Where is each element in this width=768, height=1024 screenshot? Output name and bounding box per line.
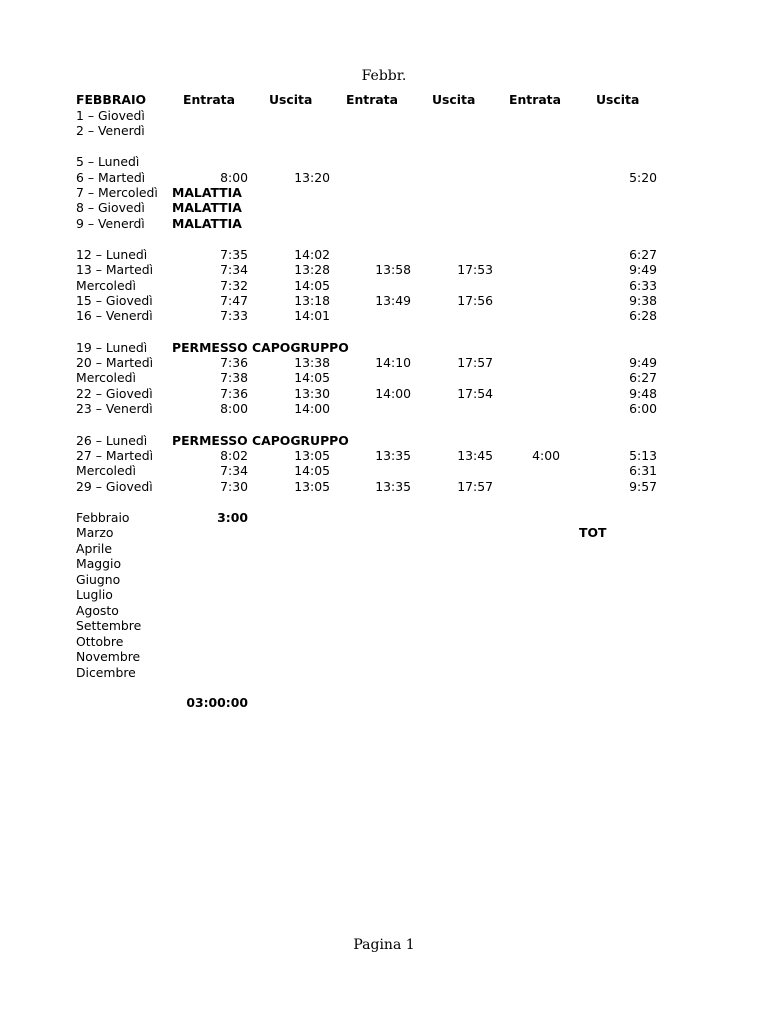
month-summary-row bbox=[76, 572, 676, 587]
day-label-cell: Mercoledì bbox=[76, 278, 136, 293]
day-label-cell: 15 – Giovedì bbox=[76, 293, 153, 308]
table-row bbox=[76, 479, 676, 494]
entrata-1-cell: 7:32 bbox=[220, 278, 248, 293]
day-label-cell: Mercoledì bbox=[76, 370, 136, 385]
table-row bbox=[76, 355, 676, 370]
uscita-1-cell: 14:05 bbox=[294, 370, 330, 385]
note-cell: MALATTIA bbox=[172, 216, 242, 231]
uscita-1-cell: 13:05 bbox=[294, 479, 330, 494]
entrata-1-cell: 7:33 bbox=[220, 308, 248, 323]
uscita-1-cell: 13:28 bbox=[294, 262, 330, 277]
col-entrata-3-header: Entrata bbox=[509, 92, 561, 107]
month-name: Giugno bbox=[76, 571, 121, 587]
table-row bbox=[76, 108, 676, 123]
entrata-2-cell: 14:10 bbox=[375, 355, 411, 370]
table-row bbox=[76, 216, 676, 231]
uscita-3-cell: 6:33 bbox=[629, 278, 657, 293]
table-row bbox=[76, 262, 676, 277]
table-row bbox=[76, 278, 676, 293]
tot-label: TOT bbox=[579, 525, 607, 540]
day-label-cell: 1 – Giovedì bbox=[76, 108, 145, 123]
month-summary-row bbox=[76, 649, 676, 664]
uscita-3-cell: 6:28 bbox=[629, 308, 657, 323]
uscita-3-cell: 9:57 bbox=[629, 479, 657, 494]
uscita-3-cell: 5:13 bbox=[629, 448, 657, 463]
page-footer: Pagina 1 bbox=[353, 937, 415, 953]
month-name: Marzo bbox=[76, 525, 114, 541]
month-summary-row bbox=[76, 618, 676, 633]
day-label-cell: 22 – Giovedì bbox=[76, 386, 153, 401]
entrata-1-cell: 7:34 bbox=[220, 463, 248, 478]
table-header-row bbox=[76, 92, 676, 107]
day-label-cell: 7 – Mercoledì bbox=[76, 185, 158, 200]
uscita-2-cell: 17:57 bbox=[457, 479, 493, 494]
month-value: 3:00 bbox=[217, 510, 248, 525]
table-row bbox=[76, 123, 676, 138]
table-row bbox=[76, 154, 676, 169]
entrata-2-cell: 13:35 bbox=[375, 479, 411, 494]
entrata-2-cell: 14:00 bbox=[375, 386, 411, 401]
uscita-1-cell: 14:05 bbox=[294, 278, 330, 293]
day-label-cell: 12 – Lunedì bbox=[76, 247, 148, 262]
month-name: Aprile bbox=[76, 540, 112, 556]
month-name: Agosto bbox=[76, 602, 119, 618]
uscita-1-cell: 14:05 bbox=[294, 463, 330, 478]
month-summary-row bbox=[76, 541, 676, 556]
day-label-cell: 27 – Martedì bbox=[76, 448, 154, 463]
page-header: Febbr. bbox=[361, 68, 407, 84]
uscita-3-cell: 6:27 bbox=[629, 370, 657, 385]
uscita-3-cell: 6:00 bbox=[629, 401, 657, 416]
uscita-1-cell: 14:00 bbox=[294, 401, 330, 416]
day-label-cell: 6 – Martedì bbox=[76, 170, 146, 185]
table-row bbox=[76, 340, 676, 355]
table-row bbox=[76, 401, 676, 416]
entrata-1-cell: 8:00 bbox=[220, 170, 248, 185]
uscita-2-cell: 17:53 bbox=[457, 262, 493, 277]
uscita-3-cell: 9:38 bbox=[629, 293, 657, 308]
month-name: Febbraio bbox=[76, 510, 130, 525]
entrata-1-cell: 7:30 bbox=[220, 479, 248, 494]
uscita-1-cell: 13:38 bbox=[294, 355, 330, 370]
entrata-1-cell: 7:38 bbox=[220, 370, 248, 385]
entrata-3-cell: 4:00 bbox=[532, 448, 560, 463]
uscita-2-cell: 17:57 bbox=[457, 355, 493, 370]
table-row bbox=[76, 293, 676, 308]
month-name: Settembre bbox=[76, 618, 142, 634]
grand-total-row bbox=[76, 695, 676, 710]
uscita-3-cell: 9:49 bbox=[629, 262, 657, 277]
table-row bbox=[76, 170, 676, 185]
month-summary-row bbox=[76, 556, 676, 571]
entrata-1-cell: 8:00 bbox=[220, 401, 248, 416]
note-cell: PERMESSO CAPOGRUPPO bbox=[172, 340, 349, 355]
table-row bbox=[76, 463, 676, 478]
month-name: Dicembre bbox=[76, 664, 136, 680]
uscita-1-cell: 13:05 bbox=[294, 448, 330, 463]
day-label-cell: 5 – Lunedì bbox=[76, 154, 140, 169]
month-summary-row bbox=[76, 603, 676, 618]
uscita-2-cell: 17:56 bbox=[457, 293, 493, 308]
grand-total: 03:00:00 bbox=[186, 695, 248, 710]
entrata-1-cell: 7:47 bbox=[220, 293, 248, 308]
uscita-2-cell: 17:54 bbox=[457, 386, 493, 401]
note-cell: MALATTIA bbox=[172, 200, 242, 215]
entrata-1-cell: 7:36 bbox=[220, 355, 248, 370]
table-row bbox=[76, 370, 676, 385]
uscita-2-cell: 13:45 bbox=[457, 448, 493, 463]
day-label-cell: 20 – Martedì bbox=[76, 355, 154, 370]
table-row bbox=[76, 448, 676, 463]
uscita-1-cell: 14:02 bbox=[294, 247, 330, 262]
day-label-cell: 8 – Giovedì bbox=[76, 200, 145, 215]
table-row bbox=[76, 433, 676, 448]
uscita-1-cell: 14:01 bbox=[294, 308, 330, 323]
col-uscita-1-header: Uscita bbox=[269, 92, 313, 107]
tot-row bbox=[76, 525, 676, 540]
note-cell: MALATTIA bbox=[172, 185, 242, 200]
uscita-1-cell: 13:18 bbox=[294, 293, 330, 308]
table-row bbox=[76, 200, 676, 215]
table-row bbox=[76, 247, 676, 262]
day-label-cell: 2 – Venerdì bbox=[76, 123, 145, 138]
entrata-1-cell: 7:35 bbox=[220, 247, 248, 262]
day-label-cell: Mercoledì bbox=[76, 463, 136, 478]
day-label-cell: 19 – Lunedì bbox=[76, 340, 148, 355]
day-label-cell: 13 – Martedì bbox=[76, 262, 154, 277]
day-label-cell: 23 – Venerdì bbox=[76, 401, 153, 416]
uscita-3-cell: 6:27 bbox=[629, 247, 657, 262]
month-name: Luglio bbox=[76, 587, 113, 603]
day-label-cell: 16 – Venerdì bbox=[76, 308, 153, 323]
entrata-1-cell: 7:36 bbox=[220, 386, 248, 401]
table-row bbox=[76, 308, 676, 323]
uscita-3-cell: 6:31 bbox=[629, 463, 657, 478]
uscita-3-cell: 9:48 bbox=[629, 386, 657, 401]
entrata-2-cell: 13:49 bbox=[375, 293, 411, 308]
day-label-cell: 9 – Venerdì bbox=[76, 216, 145, 231]
note-cell: PERMESSO CAPOGRUPPO bbox=[172, 433, 349, 448]
col-uscita-2-header: Uscita bbox=[432, 92, 476, 107]
entrata-2-cell: 13:35 bbox=[375, 448, 411, 463]
uscita-3-cell: 5:20 bbox=[629, 170, 657, 185]
month-summary-row bbox=[76, 587, 676, 602]
col-month-header: FEBBRAIO bbox=[76, 92, 147, 107]
entrata-1-cell: 8:02 bbox=[220, 448, 248, 463]
month-name: Novembre bbox=[76, 649, 141, 665]
entrata-2-cell: 13:58 bbox=[375, 262, 411, 277]
day-label-cell: 26 – Lunedì bbox=[76, 433, 148, 448]
month-summary-row bbox=[76, 510, 676, 525]
uscita-1-cell: 13:20 bbox=[294, 170, 330, 185]
table-row bbox=[76, 185, 676, 200]
month-summary-row bbox=[76, 665, 676, 680]
entrata-1-cell: 7:34 bbox=[220, 262, 248, 277]
uscita-3-cell: 9:49 bbox=[629, 355, 657, 370]
uscita-1-cell: 13:30 bbox=[294, 386, 330, 401]
col-entrata-1-header: Entrata bbox=[183, 92, 235, 107]
col-uscita-3-header: Uscita bbox=[596, 92, 640, 107]
month-name: Maggio bbox=[76, 556, 122, 572]
day-label-cell: 29 – Giovedì bbox=[76, 479, 153, 494]
table-row bbox=[76, 386, 676, 401]
month-name: Ottobre bbox=[76, 633, 124, 649]
col-entrata-2-header: Entrata bbox=[346, 92, 398, 107]
month-summary-row bbox=[76, 634, 676, 649]
